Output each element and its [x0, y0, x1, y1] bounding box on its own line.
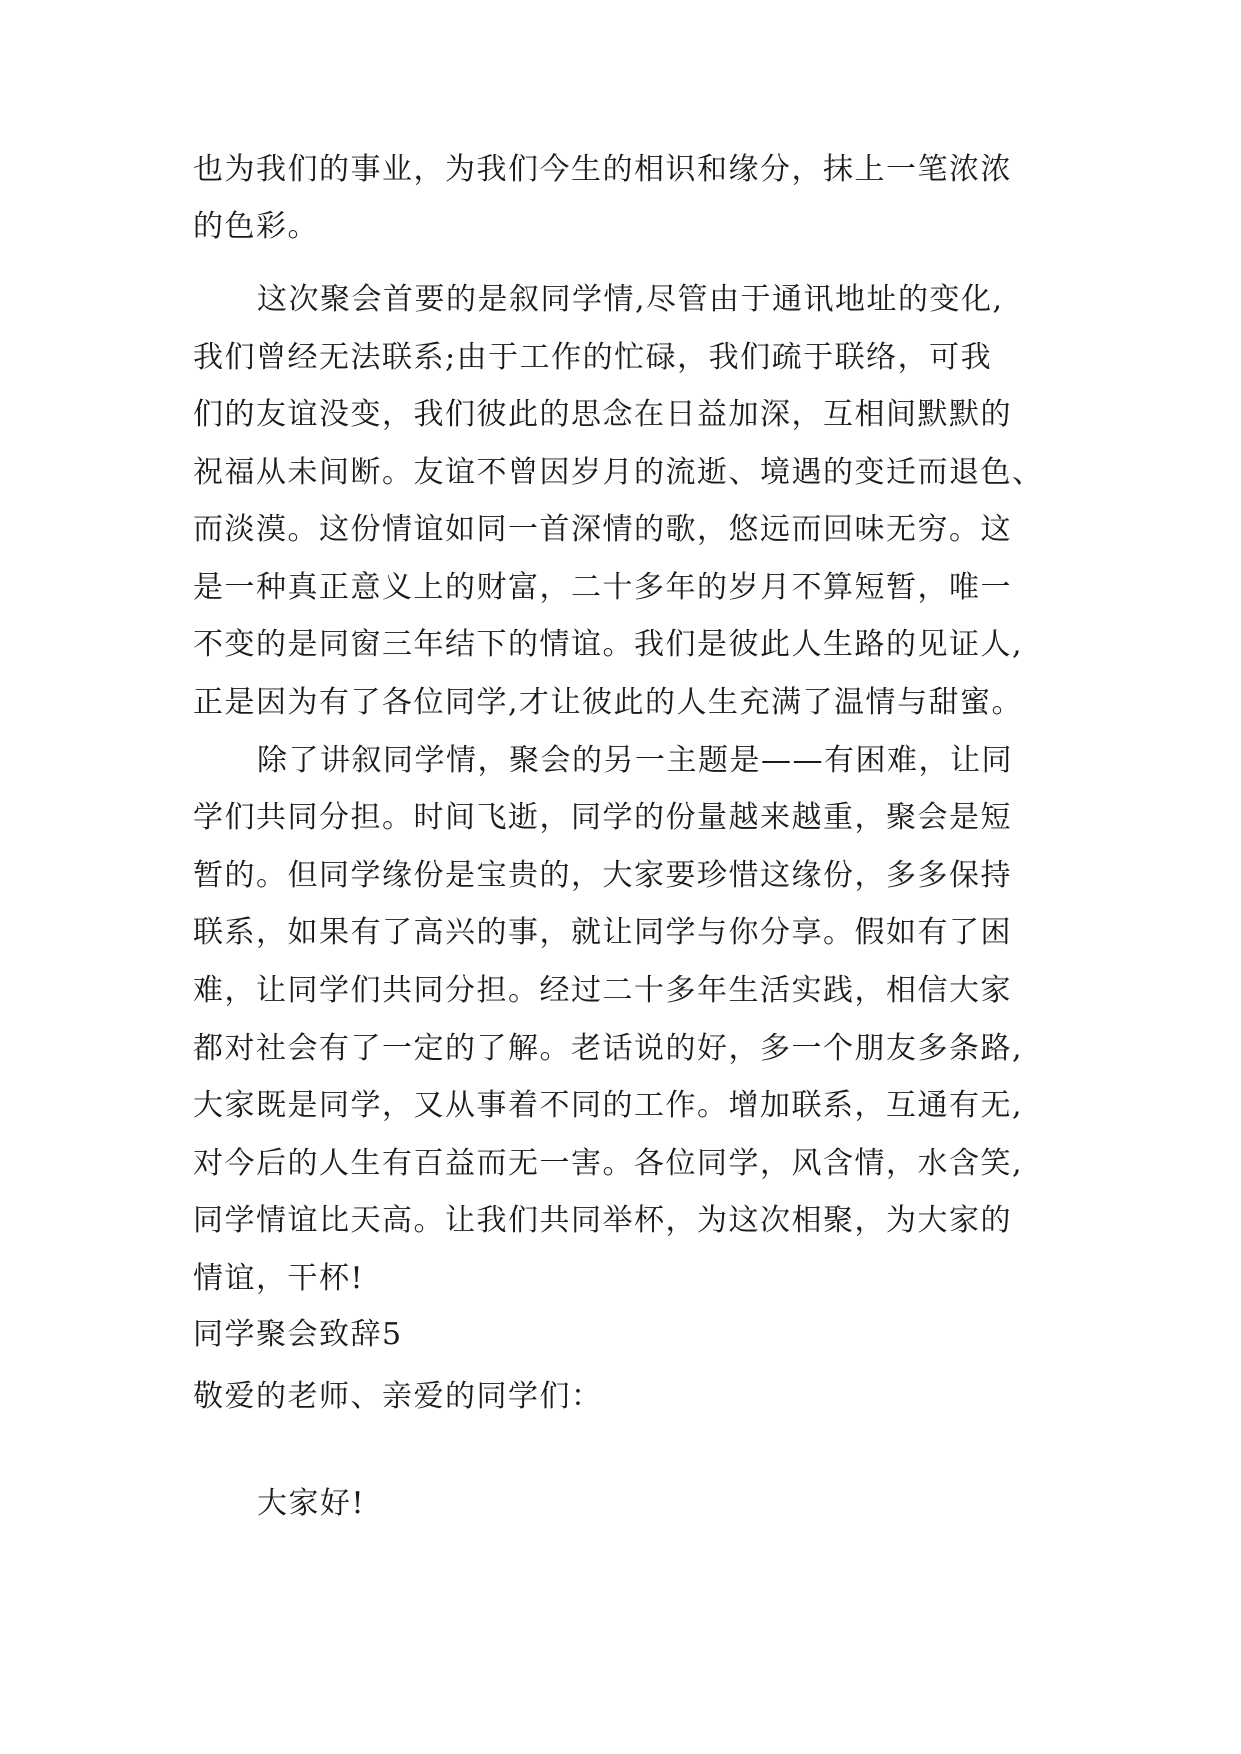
text-line: 祝福从未间断。友谊不曾因岁月的流逝、境遇的变迁而退色、	[193, 455, 1044, 490]
text-line: 暂的。但同学缘份是宝贵的，大家要珍惜这缘份，多多保持	[193, 858, 1012, 893]
text-line: 也为我们的事业，为我们今生的相识和缘分，抹上一笔浓浓	[193, 152, 1012, 187]
salutation: 敬爱的老师、亲爱的同学们：	[193, 1379, 603, 1414]
text-line: 联系，如果有了高兴的事，就让同学与你分享。假如有了困	[193, 915, 1012, 950]
paragraph-start-line: 除了讲叙同学情，聚会的另一主题是——有困难，让同	[257, 743, 1013, 778]
text-line: 正是因为有了各位同学,才让彼此的人生充满了温情与甜蜜。	[193, 685, 1024, 720]
section-heading: 同学聚会致辞5	[193, 1317, 403, 1352]
text-line: 同学情谊比天高。让我们共同举杯，为这次相聚，为大家的	[193, 1203, 1012, 1238]
text-line: 不变的是同窗三年结下的情谊。我们是彼此人生路的见证人,	[193, 627, 1024, 662]
text-line: 难，让同学们共同分担。经过二十多年生活实践，相信大家	[193, 973, 1012, 1008]
greeting: 大家好!	[257, 1486, 366, 1521]
text-line: 我们曾经无法联系;由于工作的忙碌，我们疏于联络，可我	[193, 340, 993, 375]
text-line: 是一种真正意义上的财富，二十多年的岁月不算短暂，唯一	[193, 570, 1012, 605]
text-line: 都对社会有了一定的了解。老话说的好，多一个朋友多条路,	[193, 1031, 1024, 1066]
text-line: 的色彩。	[193, 209, 319, 244]
paragraph-start-line: 这次聚会首要的是叙同学情,尽管由于通讯地址的变化,	[257, 282, 1004, 317]
text-line: 对今后的人生有百益而无一害。各位同学，风含情，水含笑,	[193, 1146, 1024, 1181]
text-line: 情谊，干杯!	[193, 1261, 365, 1296]
text-line: 而淡漠。这份情谊如同一首深情的歌，悠远而回味无穷。这	[193, 512, 1012, 547]
text-line: 们的友谊没变，我们彼此的思念在日益加深，互相间默默的	[193, 397, 1012, 432]
text-line: 学们共同分担。时间飞逝，同学的份量越来越重，聚会是短	[193, 800, 1012, 835]
text-line: 大家既是同学，又从事着不同的工作。增加联系，互通有无,	[193, 1088, 1024, 1123]
